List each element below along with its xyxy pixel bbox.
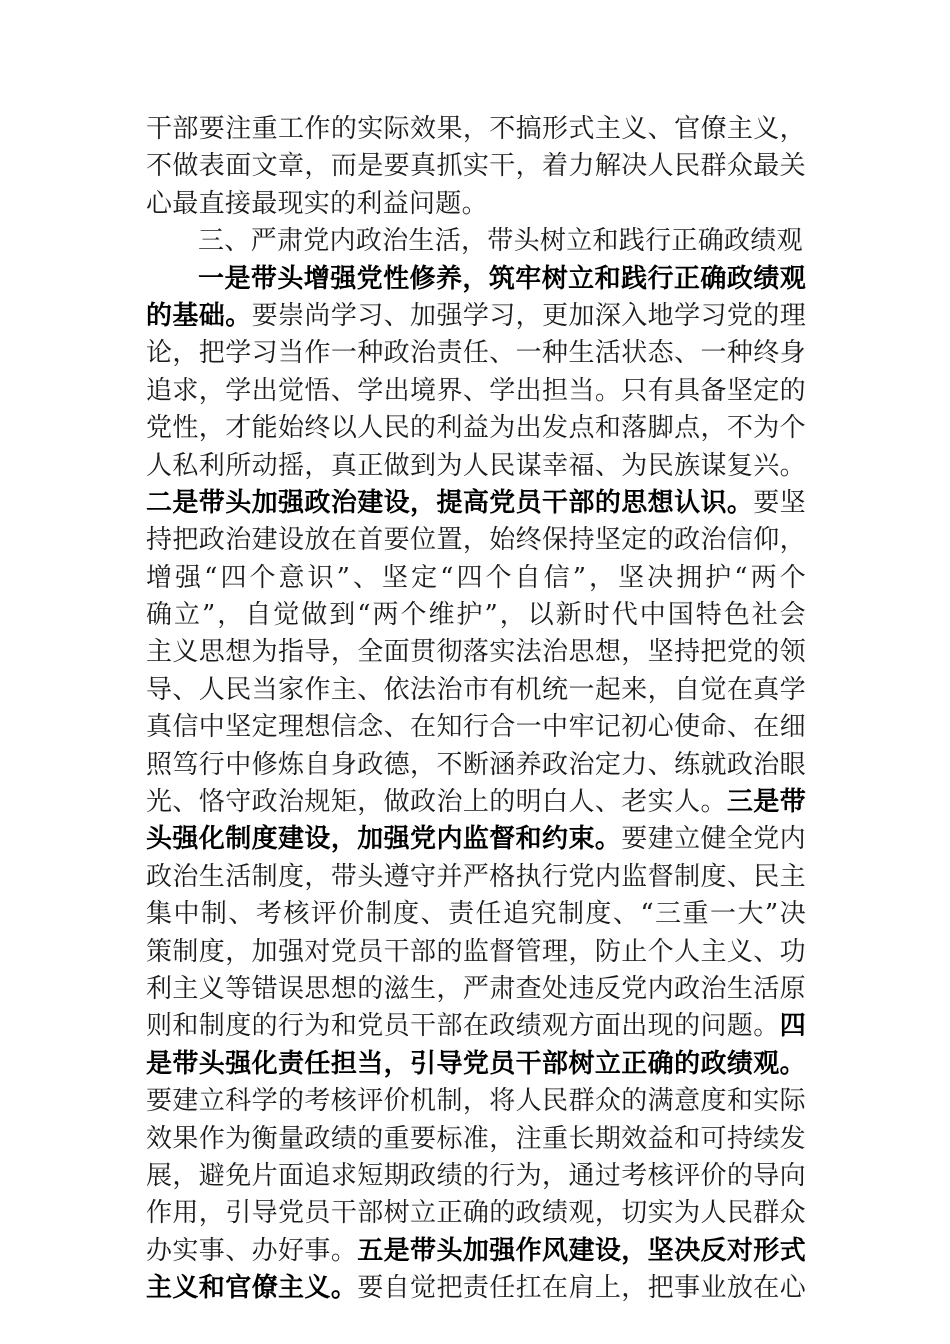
text-line	[146, 373, 806, 410]
body-text: 要崇尚学习、加强学习，更加深入地学习党的理	[251, 300, 806, 331]
text-line	[146, 111, 806, 148]
text-line	[146, 522, 806, 559]
bold-lead-sentence: 四	[779, 1011, 806, 1042]
body-text: 展，避免片面追求短期政绩的行为，通过考核评价的导向	[146, 1160, 806, 1191]
text-line	[146, 148, 806, 185]
body-text: 追求，学出觉悟、学出境界、学出担当。只有具备坚定的	[146, 375, 806, 406]
body-text: 要建立科学的考核评价机制，将人民群众的满意度和实际	[146, 1086, 806, 1117]
bold-lead-sentence: 的基础。	[146, 300, 252, 331]
body-text: 效果作为衡量政绩的重要标准，注重长期效益和可持续发	[146, 1123, 806, 1154]
body-text: 增强“四个意识”、坚定“四个自信”，坚决拥护“两个	[146, 562, 806, 593]
body-text: 利主义等错误思想的滋生，严肃查处违反党内政治生活原	[146, 973, 806, 1004]
body-text: 则和制度的行为和党员干部在政绩观方面出现的问题。	[146, 1011, 780, 1042]
body-text: 不做表面文章，而是要真抓实干，着力解决人民群众最关	[146, 151, 806, 182]
section-heading	[146, 223, 806, 260]
body-text: 要坚	[753, 487, 806, 518]
text-line	[146, 485, 806, 522]
bold-lead-sentence: 五是带头加强作风建设，坚决反对形式	[357, 1235, 806, 1266]
text-line	[146, 1233, 806, 1270]
text-line	[146, 634, 806, 671]
body-text: 真信中坚定理想信念、在知行合一中牢记初心使命、在细	[146, 712, 806, 743]
bold-lead-sentence: 主义和官僚主义。	[146, 1273, 358, 1304]
text-line	[146, 298, 806, 335]
bold-lead-sentence: 是带头强化责任担当，引导党员干部树立正确的政绩观。	[146, 1048, 806, 1079]
text-line	[146, 896, 806, 933]
body-text: 集中制、考核评价制度、责任追究制度、“三重一大”决	[146, 899, 806, 930]
text-line	[146, 709, 806, 746]
bold-lead-sentence: 一是带头增强党性修养，筑牢树立和践行正确政绩观	[198, 263, 806, 294]
text-line	[146, 971, 806, 1008]
bold-lead-sentence: 三是带	[726, 787, 806, 818]
text-line	[146, 1158, 806, 1195]
body-text: 持把政治建设放在首要位置，始终保持坚定的政治信仰，	[146, 525, 806, 556]
body-text: 要建立健全党内	[621, 824, 806, 855]
bold-lead-sentence: 头强化制度建设，加强党内监督和约束。	[146, 824, 622, 855]
body-text: 照笃行中修炼自身政德，不断涵养政治定力、练就政治眼	[146, 749, 806, 780]
body-text: 心最直接最现实的利益问题。	[146, 188, 488, 219]
text-line	[146, 1121, 806, 1158]
body-text: 确立”，自觉做到“两个维护”，以新时代中国特色社会	[146, 600, 806, 631]
text-line	[146, 335, 806, 372]
text-line	[146, 448, 806, 485]
body-text: 主义思想为指导，全面贯彻落实法治思想，坚持把党的领	[146, 637, 806, 668]
bold-lead-sentence: 二是带头加强政治建设，提高党员干部的思想认识。	[146, 487, 754, 518]
body-text: 要自觉把责任扛在肩上，把事业放在心	[357, 1273, 806, 1304]
text-line	[146, 186, 806, 223]
text-line	[146, 410, 806, 447]
body-text: 策制度，加强对党员干部的监督管理，防止个人主义、功	[146, 936, 806, 967]
body-text: 政治生活制度，带头遵守并严格执行党内监督制度、民主	[146, 861, 806, 892]
text-line	[146, 784, 806, 821]
text-line	[146, 821, 806, 858]
document-body-text	[146, 111, 806, 1308]
text-line	[146, 261, 806, 298]
body-text: 干部要注重工作的实际效果，不搞形式主义、官僚主义，	[146, 114, 806, 144]
text-line	[146, 1083, 806, 1120]
text-line	[146, 597, 806, 634]
text-line	[146, 1270, 806, 1307]
body-text: 办实事、办好事。	[146, 1235, 358, 1266]
text-line	[146, 1008, 806, 1045]
body-text: 作用，引导党员干部树立正确的政绩观，切实为人民群众	[146, 1198, 806, 1229]
body-text: 导、人民当家作主、依法治市有机统一起来，自觉在真学	[146, 674, 806, 705]
text-line	[146, 672, 806, 709]
body-text: 论，把学习当作一种政治责任、一种生活状态、一种终身	[146, 338, 806, 369]
text-line	[146, 934, 806, 971]
body-text: 党性，才能始终以人民的利益为出发点和落脚点，不为个	[146, 413, 806, 444]
body-text: 人私利所动摇，真正做到为人民谋幸福、为民族谋复兴。	[146, 450, 806, 481]
text-line	[146, 859, 806, 896]
text-line	[146, 747, 806, 784]
body-text: 光、恪守政治规矩，做政治上的明白人、老实人。	[146, 787, 727, 818]
text-line	[146, 1046, 806, 1083]
body-text: 三、严肃党内政治生活，带头树立和践行正确政绩观	[198, 226, 803, 257]
text-line	[146, 560, 806, 597]
text-line	[146, 1195, 806, 1232]
